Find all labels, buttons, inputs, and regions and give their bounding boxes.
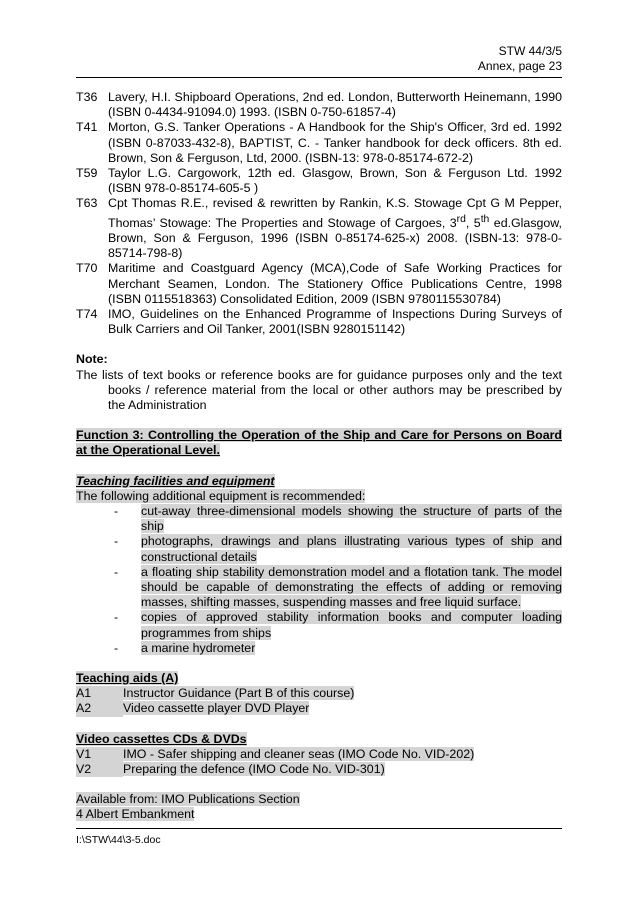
- reference-text-part: , 5: [465, 215, 481, 230]
- list-item: [76, 534, 562, 564]
- video-item: [76, 762, 562, 777]
- reference-text: IMO, Guidelines on the Enhanced Programme of Inspections During Surveys of Bulk Carriers and Oil Tanker, 2001(ISBN 9280151142): [108, 306, 562, 337]
- aid-code: A2: [76, 701, 123, 716]
- function-heading-text: Function 3: Controlling the Operation of the Ship and Care for Persons on Board at the Operational Level.: [76, 428, 562, 458]
- aid-item: [76, 686, 562, 701]
- list-item-text: photographs, drawings and plans illustrating various types of ship and constructional details: [141, 534, 562, 564]
- reference-item: [76, 166, 562, 196]
- reference-text: Lavery, H.I. Shipboard Operations, 2nd ed. London, Butterworth Heinemann, 1990 (ISBN 0-4434-91094.0) 1993. (ISBN 0-750-61857-4): [108, 90, 562, 120]
- reference-code: T59: [76, 166, 98, 181]
- availability-line: [76, 807, 562, 822]
- aid-code: A1: [76, 686, 123, 701]
- reference-code: T70: [76, 261, 98, 276]
- aid-text: Video cassette player DVD Player: [123, 701, 310, 716]
- reference-code: T41: [76, 120, 98, 135]
- teaching-aids-heading-text: Teaching aids (A): [76, 671, 179, 686]
- reference-item: [76, 120, 562, 166]
- list-item-text: cut-away three-dimensional models showing the structure of parts of the ship: [141, 504, 562, 534]
- availability: [76, 792, 562, 822]
- aid-body: [123, 701, 309, 716]
- reference-text-part: ed.Glasgow, Brown, Son & Ferguson, 1996 (ISBN 0-85174-625-x) 2008. (ISBN-13: 978-0-85714-798-8): [108, 215, 562, 261]
- dash-bullet: -: [114, 564, 119, 579]
- list-item-body: [141, 565, 562, 611]
- video-code: V1: [76, 747, 123, 762]
- video-heading-text: Video cassettes CDs & DVDs: [76, 731, 247, 746]
- reference-text: Maritime and Coastguard Agency (MCA),Code of Safe Working Practices for Merchant Seamen, London. The Stationery Office Publications Centre, 1998 (ISBN 0115518363) Consolidated Edition, 2009 (ISBN 9780115530784): [108, 261, 562, 306]
- list-item-body: [141, 641, 562, 656]
- aid-body: [123, 686, 354, 701]
- list-item: [76, 641, 562, 656]
- video-body: [123, 762, 385, 777]
- annex-page: Annex, page 23: [477, 59, 562, 73]
- teaching-intro: [76, 489, 562, 504]
- list-item-body: [141, 534, 562, 564]
- list-item: [76, 610, 562, 640]
- list-item-body: [141, 610, 562, 640]
- teaching-facilities-heading-text: Teaching facilities and equipment: [76, 473, 275, 488]
- reference-item: [76, 196, 562, 261]
- reference-code: T74: [76, 306, 98, 321]
- note-body: The lists of text books or reference books are for guidance purposes only and the text books / reference material from the local or other authors may be prescribed by the Administration: [76, 367, 562, 412]
- dash-bullet: -: [114, 534, 119, 549]
- video-heading: [76, 732, 562, 747]
- reference-item: [76, 90, 562, 120]
- dash-bullet: -: [114, 504, 119, 518]
- availability-source: Available from: IMO Publications Section: [76, 792, 300, 807]
- reference-code: T36: [76, 90, 98, 104]
- ordinal-superscript: th: [480, 213, 490, 225]
- video-text: Preparing the defence (IMO Code No. VID-301): [123, 762, 385, 777]
- reference-text-part: Cpt Thomas R.E., revised & rewritten by Rankin, K.S. Stowage Cpt G M Pepper, Thomas’ Stowage: The Properties and Stowage of Cargoes, 3: [108, 196, 562, 230]
- function-heading: [76, 428, 562, 458]
- video-text: IMO - Safer shipping and cleaner seas (IMO Code No. VID-202): [123, 746, 475, 761]
- list-item-body: [141, 504, 562, 534]
- list-item: [76, 565, 562, 611]
- note-title: Note:: [76, 352, 108, 367]
- video-code: V2: [76, 762, 123, 777]
- list-item: [76, 504, 562, 534]
- header-rule: [76, 77, 562, 78]
- reference-text: Morton, G.S. Tanker Operations - A Handbook for the Ship's Officer, 3rd ed. 1992 (ISBN 0-87033-432-8), BAPTIST, C. - Tanker handbook for deck officers. 8th ed. Brown, Son & Ferguson, Ltd, 2000. (ISBN-13: 978-0-85174-672-2): [108, 120, 562, 165]
- reference-text: [108, 196, 562, 261]
- dash-bullet: -: [114, 640, 119, 655]
- footer-rule: [76, 828, 562, 829]
- teaching-aids-heading: [76, 671, 562, 686]
- reference-code: T63: [76, 196, 98, 211]
- document-code: STW 44/3/5: [498, 44, 562, 58]
- video-body: [123, 747, 474, 762]
- page-header: [478, 44, 562, 74]
- reference-item: [76, 261, 562, 307]
- aid-item: [76, 701, 562, 716]
- dash-bullet: -: [114, 610, 119, 625]
- page-body: [76, 90, 562, 823]
- ordinal-superscript: rd: [456, 213, 466, 225]
- list-item-text: a marine hydrometer: [141, 640, 256, 655]
- list-item-text: a floating ship stability demonstration model and a flotation tank. The model should be capable of demonstrating the effects of adding or removing masses, shifting masses, suspending masses and free liquid surface.: [141, 564, 562, 610]
- list-item-text: copies of approved stability information books and computer loading programmes from ships: [141, 610, 562, 640]
- aid-text: Instructor Guidance (Part B of this course): [123, 686, 355, 701]
- footer-file-path: I:\STW\44\3-5.doc: [76, 834, 161, 846]
- reference-text: Taylor L.G. Cargowork, 12th ed. Glasgow, Brown, Son & Ferguson Ltd. 1992 (ISBN 978-0-85174-605-5 ): [108, 166, 562, 196]
- video-item: [76, 747, 562, 762]
- availability-address: 4 Albert Embankment: [76, 807, 195, 822]
- reference-item: [76, 307, 562, 337]
- teaching-facilities-heading: [76, 474, 562, 489]
- availability-line: [76, 792, 562, 807]
- teaching-intro-text: The following additional equipment is recommended:: [76, 488, 366, 503]
